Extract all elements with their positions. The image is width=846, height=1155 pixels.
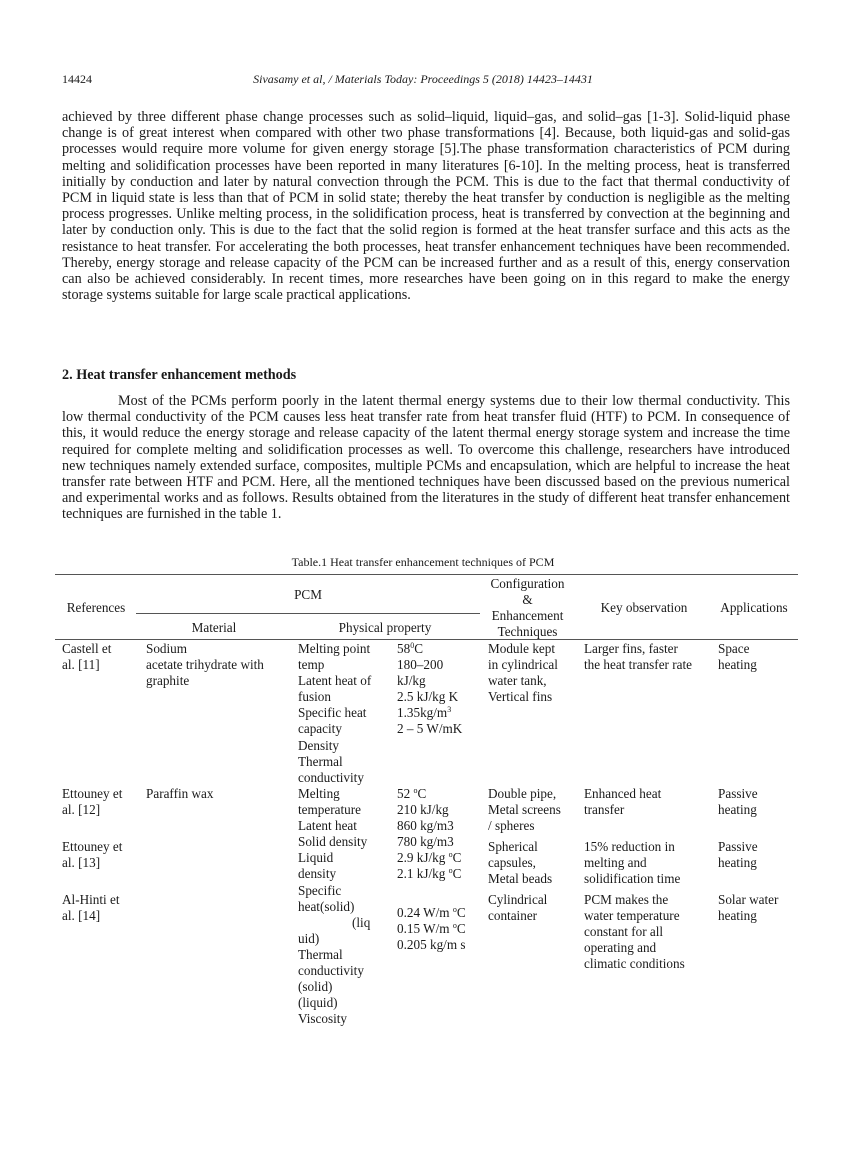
table-row-ettouney13-configuration: Spherical capsules, Metal beads	[488, 839, 553, 887]
header-references: References	[66, 600, 126, 615]
table-row-castell-observation: Larger fins, faster the heat transfer rate	[584, 641, 692, 673]
table-row-alhinti-references: Al-Hinti et al. [14]	[62, 892, 120, 924]
header-material: Material	[191, 620, 237, 635]
table-row-ettouney12-material: Paraffin wax	[146, 786, 214, 801]
table-row-ettouney13-application: Passive heating	[718, 839, 758, 871]
table-row-ettouney12-observation: Enhanced heat transfer	[584, 786, 662, 818]
body-paragraph-2: Most of the PCMs perform poorly in the latent thermal energy systems due to their low thermal conductivity. This low thermal conductivity of the PCM causes less heat transfer rate from heat transfer fluid (HTF) to PCM. In consequence of this, it would reduce the energy storage and release capacity of the latent thermal energy storage system and increase the time required for complete melting and solidification processes as well. To overcome this challenge, researchers have introduced new techniques namely extended surface, composites, multiple PCMs and encapsulation, which are helpful to increase the heat transfer rate between HTF and PCM. Here, all the mentioned techniques have been discussed based on the previous numerical and experimental works and as follows. Results obtained from the literatures in the study of different heat transfer enhancement techniques are furnished in the table 1.	[62, 393, 790, 523]
body-paragraph-1: achieved by three different phase change processes such as solid–liquid, liquid–gas, and solid–gas [1-3]. Solid-liquid phase change is of great interest when compared with other two phase transformations [4]. Because, both liquid-gas and solid-gas processes would require more volume for given energy storage [5].The phase transformation characteristics of PCM during melting and solidification processes have been reported in many literatures [6-10]. In the melting process, heat is transferred initially by conduction and later by natural convection through the PCM. This is due to the fact that thermal conductivity of PCM in liquid state is less than that of PCM in solid state; thereby the heat transfer by conduction is negligible as the melting process progresses. Unlike melting process, in the solidification process, heat is transferred by convection at the beginning and later by conduction only. This is due to the fact that the solid region is formed at the heat transfer surface and this acts as the resistance to heat transfer. For accelerating the both processes, heat transfer enhancement techniques have been recommended. Thereby, energy storage and release capacity of the PCM can be increased further and as a result of this, energy conservation can also be achieved considerably. In recent times, more researches have been going on in this regard to make the energy storage systems suitable for large scale practical applications.	[62, 109, 790, 304]
section-heading: 2. Heat transfer enhancement methods	[62, 367, 297, 383]
running-title: Sivasamy et al, / Materials Today: Proceedings 5 (2018) 14423–14431	[253, 72, 593, 86]
table-top-rule	[55, 574, 798, 575]
table-row-castell-application: Space heating	[718, 641, 757, 673]
table-row-ettouney12-properties: Melting temperature Latent heat Solid density Liquid density Specific heat(solid) (liq uid) Thermal conductivity (solid) (liquid) Viscosity	[298, 786, 371, 1027]
table-row-ettouney12-values: 52 $^o$C 210 kJ/kg 860 kg/m3 780 kg/m3 2.9 kJ/kg $^o$C 2.1 kJ/kg $^o$C 0.24 W/m $^o$C 0.15 W/m $^o$C 0.205 kg/m s	[397, 786, 466, 952]
table-row-ettouney12-application: Passive heating	[718, 786, 758, 818]
table-row-castell-configuration: Module kept in cylindrical water tank, Vertical fins	[488, 641, 558, 705]
table-row-alhinti-observation: PCM makes the water temperature constant for all operating and climatic conditions	[584, 892, 685, 972]
pcm-header-rule	[136, 613, 480, 614]
table-caption: Table.1 Heat transfer enhancement techniques of PCM	[291, 555, 555, 569]
table-row-castell-values: $58^0C$ 180–200 kJ/kg 2.5 kJ/kg K $1.35kg/m^3$ 2 – 5 W/mK	[397, 641, 463, 737]
table-row-ettouney13-references: Ettouney et al. [13]	[62, 839, 123, 871]
header-configuration: Configuration & Enhancement Techniques	[490, 576, 565, 639]
table-row-alhinti-configuration: Cylindrical container	[488, 892, 548, 924]
header-key-observation: Key observation	[600, 600, 688, 615]
page-number: 14424	[62, 72, 92, 86]
table-row-castell-properties: Melting point temp Latent heat of fusion Specific heat capacity Density Thermal conductivity	[298, 641, 372, 785]
header-applications: Applications	[720, 600, 788, 615]
table-row-ettouney13-observation: 15% reduction in melting and solidification time	[584, 839, 681, 887]
table-header-rule	[55, 639, 798, 640]
header-physical-property: Physical property	[338, 620, 432, 635]
table-row-alhinti-application: Solar water heating	[718, 892, 779, 924]
table-row-ettouney12-references: Ettouney et al. [12]	[62, 786, 123, 818]
table-row-castell-references: Castell et al. [11]	[62, 641, 112, 673]
table-row-castell-material: Sodium acetate trihydrate with graphite	[146, 641, 264, 689]
table-row-ettouney12-configuration: Double pipe, Metal screens / spheres	[488, 786, 561, 834]
header-pcm: PCM	[294, 587, 322, 602]
